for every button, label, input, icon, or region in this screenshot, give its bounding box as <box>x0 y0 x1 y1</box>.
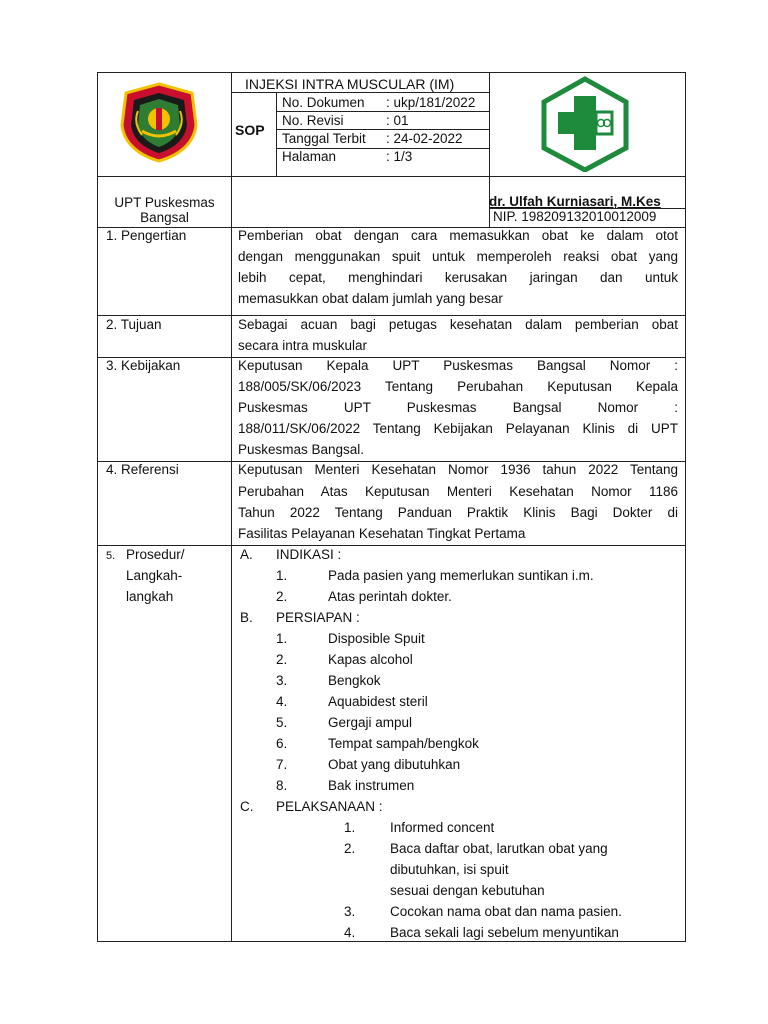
persiapan-item-1: Disposible Spuit <box>328 631 425 646</box>
section-pengertian-label: 1. Pengertian <box>106 228 187 243</box>
group-title-pelaksanaan: PELAKSANAAN : <box>276 799 383 814</box>
group-letter-a: A. <box>240 547 253 562</box>
persiapan-num-5: 5. <box>276 715 288 730</box>
persiapan-item-2: Kapas alcohol <box>328 652 413 667</box>
doc-field-value-3: : 24-02-2022 <box>386 131 463 146</box>
signer-name: dr. Ulfah Kurniasari, M.Kes <box>489 194 661 209</box>
persiapan-item-4: Aquabidest steril <box>328 694 428 709</box>
puskesmas-logo-icon <box>540 76 630 172</box>
indikasi-num-2: 2. <box>276 589 288 604</box>
doc-field-label-2: No. Revisi <box>282 113 344 128</box>
kebijakan-line-5: Puskesmas Bangsal. <box>238 442 365 457</box>
sop-label: SOP <box>235 122 265 138</box>
persiapan-num-4: 4. <box>276 694 288 709</box>
group-title-indikasi: INDIKASI : <box>276 547 342 562</box>
organization-line-2: Bangsal <box>140 210 189 225</box>
pengertian-line-1: Pemberian obat dengan cara memasukkan obat ke dalam otot <box>238 228 678 243</box>
pelaksanaan-num-4: 4. <box>344 925 356 940</box>
referensi-line-4: Fasilitas Pelayanan Kesehatan Tingkat Pertama <box>238 526 526 541</box>
tujuan-line-1: Sebagai acuan bagi petugas kesehatan dalam pemberian obat <box>238 317 678 332</box>
organization-line-1: UPT Puskesmas <box>114 195 215 210</box>
pelaksanaan-num-1: 1. <box>344 820 356 835</box>
doc-field-label-4: Halaman <box>282 149 337 164</box>
group-letter-c: C. <box>240 799 254 814</box>
pengertian-line-4: memasukkan obat dalam jumlah yang besar <box>238 291 503 306</box>
pelaksanaan-item-3: Cocokan nama obat dan nama pasien. <box>390 904 622 919</box>
persiapan-num-6: 6. <box>276 736 288 751</box>
pelaksanaan-item-2-cont-2: sesuai dengan kebutuhan <box>390 883 545 898</box>
indikasi-num-1: 1. <box>276 568 288 583</box>
referensi-line-1: Keputusan Menteri Kesehatan Nomor 1936 tahun 2022 Tentang <box>238 462 678 477</box>
persiapan-num-7: 7. <box>276 757 288 772</box>
doc-field-label-1: No. Dokumen <box>282 95 365 110</box>
pelaksanaan-num-3: 3. <box>344 904 356 919</box>
section-tujuan-label: 2. Tujuan <box>106 317 162 332</box>
kebijakan-line-3: Puskesmas UPT Puskesmas Bangsal Nomor : <box>238 400 678 415</box>
referensi-line-3: Tahun 2022 Tentang Panduan Praktik Klinis Bagi Dokter di <box>238 505 678 520</box>
prosedur-label-2: Langkah- <box>126 568 183 583</box>
group-title-persiapan: PERSIAPAN : <box>276 610 360 625</box>
kebijakan-line-4: 188/011/SK/06/2022 Tentang Kebijakan Pelayanan Klinis di UPT <box>238 421 678 436</box>
prosedur-label-1: Prosedur/ <box>126 547 185 562</box>
doc-field-value-2: : 01 <box>386 113 409 128</box>
kebijakan-line-2: 188/005/SK/06/2023 Tentang Perubahan Keputusan Kepala <box>238 379 678 394</box>
tujuan-line-2: secara intra muskular <box>238 338 368 353</box>
section-referensi-label: 4. Referensi <box>106 462 179 477</box>
persiapan-item-6: Tempat sampah/bengkok <box>328 736 479 751</box>
persiapan-num-3: 3. <box>276 673 288 688</box>
indikasi-item-1: Pada pasien yang memerlukan suntikan i.m. <box>328 568 594 583</box>
regional-crest-icon <box>118 81 200 163</box>
doc-field-value-4: : 1/3 <box>386 149 413 164</box>
group-letter-b: B. <box>240 610 253 625</box>
persiapan-item-8: Bak instrumen <box>328 778 415 793</box>
prosedur-label-3: langkah <box>126 589 174 604</box>
pengertian-line-2: dengan menggunakan spuit untuk memperoleh reaksi obat yang <box>238 249 678 264</box>
pelaksanaan-item-2-cont-1: dibutuhkan, isi spuit <box>390 862 509 877</box>
indikasi-item-2: Atas perintah dokter. <box>328 589 452 604</box>
doc-field-value-1: : ukp/181/2022 <box>386 95 476 110</box>
persiapan-num-8: 8. <box>276 778 288 793</box>
document-title: INJEKSI INTRA MUSCULAR (IM) <box>245 76 455 92</box>
persiapan-item-3: Bengkok <box>328 673 381 688</box>
pengertian-line-3: lebih cepat, menghindari kerusakan jaringan dan untuk <box>238 270 678 285</box>
persiapan-item-5: Gergaji ampul <box>328 715 413 730</box>
signer-nip: NIP. 198209132010012009 <box>493 209 657 224</box>
persiapan-num-1: 1. <box>276 631 288 646</box>
pelaksanaan-item-1: Informed concent <box>390 820 495 835</box>
kebijakan-line-1: Keputusan Kepala UPT Puskesmas Bangsal Nomor : <box>238 358 678 373</box>
organization-name <box>98 195 231 225</box>
pelaksanaan-item-2: Baca daftar obat, larutkan obat yang <box>390 841 608 856</box>
persiapan-item-7: Obat yang dibutuhkan <box>328 757 461 772</box>
pelaksanaan-item-4: Baca sekali lagi sebelum menyuntikan <box>390 925 619 940</box>
pelaksanaan-num-2: 2. <box>344 841 356 856</box>
doc-field-label-3: Tanggal Terbit <box>282 131 366 146</box>
prosedur-number: 5. <box>106 550 116 562</box>
section-kebijakan-label: 3. Kebijakan <box>106 358 181 373</box>
referensi-line-2: Perubahan Atas Keputusan Menteri Kesehatan Nomor 1186 <box>238 484 678 499</box>
persiapan-num-2: 2. <box>276 652 288 667</box>
